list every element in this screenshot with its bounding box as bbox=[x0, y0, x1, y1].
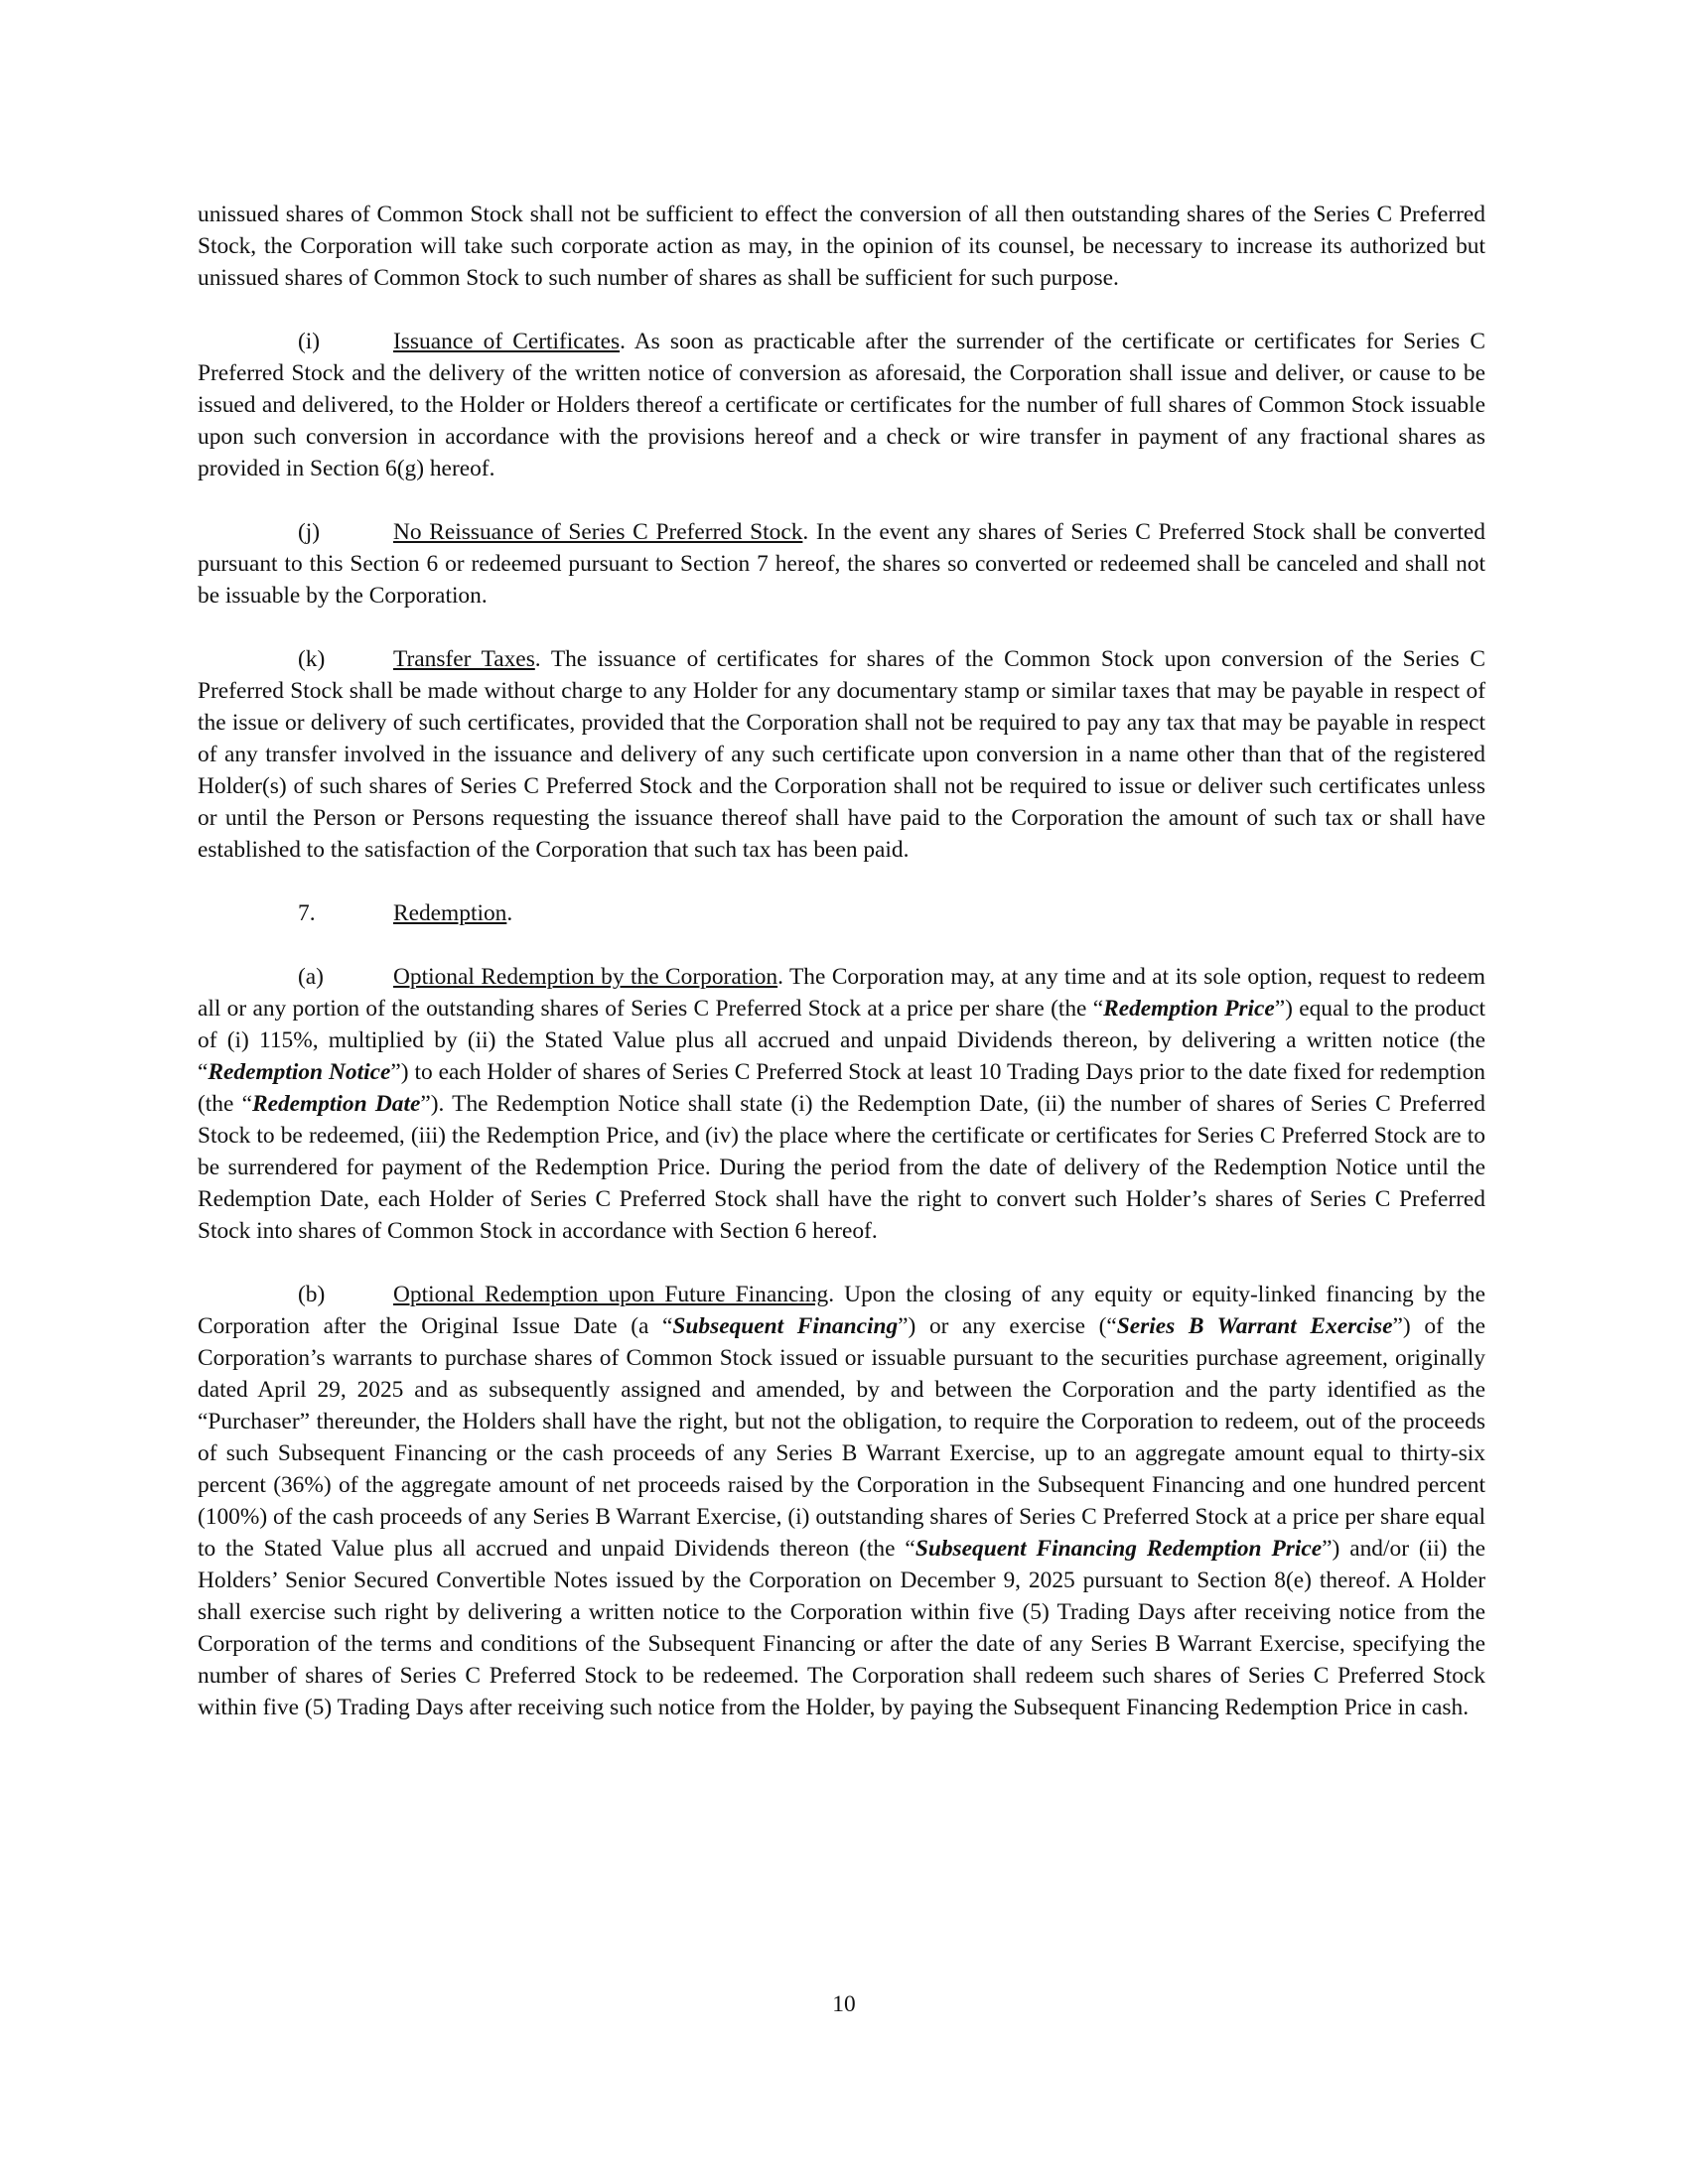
paragraph-6j bbox=[198, 516, 1485, 612]
defined-term: Series B Warrant Exercise bbox=[1116, 1313, 1393, 1339]
paragraph-text: unissued shares of Common Stock shall not be sufficient to effect the conversion of all then outstanding shares of the Series C Preferred Stock, the Corporation will take such corporate action as may, in the opinion of its counsel, be necessary to increase its authorized but unissued shares of Common Stock to such number of shares as shall be sufficient for such purpose. bbox=[198, 202, 1485, 291]
paragraph-label: (i) bbox=[298, 329, 321, 354]
section-7-heading bbox=[198, 897, 1485, 929]
paragraph-text: . The issuance of certificates for shares of the Common Stock upon conversion of the Series C Preferred Stock shall be made without charge to any Holder for any documentary stamp or similar taxes that may be payable in respect of the issue or delivery of such certificates, provided that the Corporation shall not be required to pay any tax that may be payable in respect of any transfer involved in the issuance and delivery of any such certificate upon conversion in a name other than that of the registered Holder(s) of such shares of Series C Preferred Stock and the Corporation shall not be required to issue or deliver such certificates unless or until the Person or Persons requesting the issuance thereof shall have paid to the Corporation the amount of such tax or shall have established to the satisfaction of the Corporation that such tax has been paid. bbox=[198, 646, 1485, 863]
paragraph-text: ”) equal to the product of (i) 115%, multiplied by (ii) the Stated Value plus all accrued and unpaid Dividends thereon, by delivering a written notice (the “ bbox=[198, 996, 1485, 1085]
defined-term: Subsequent Financing Redemption Price bbox=[914, 1536, 1323, 1562]
paragraph-heading: Optional Redemption upon Future Financing bbox=[393, 1282, 829, 1307]
section-title-period: . bbox=[506, 900, 513, 926]
paragraph-heading: No Reissuance of Series C Preferred Stock bbox=[393, 519, 803, 545]
section-number: 7. bbox=[298, 900, 316, 926]
paragraph-heading: Optional Redemption by the Corporation bbox=[393, 964, 778, 990]
paragraph-text: . In the event any shares of Series C Preferred Stock shall be converted pursuant to this Section 6 or redeemed pursuant to Section 7 hereof, the shares so converted or redeemed shall be canceled and shall not be issuable by the Corporation. bbox=[198, 519, 1485, 609]
paragraph-text: ”) to each Holder of shares of Series C Preferred Stock at least 10 Trading Days prior to the date fixed for redemption (the “ bbox=[198, 1059, 1485, 1117]
paragraph-text: . As soon as practicable after the surrender of the certificate or certificates for Series C Preferred Stock and the delivery of the written notice of conversion as aforesaid, the Corporation shall issue and deliver, or cause to be issued and delivered, to the Holder or Holders thereof a certificate or certificates for the number of full shares of Common Stock issuable upon such conversion in accordance with the provisions hereof and a check or wire transfer in payment of any fractional shares as provided in Section 6(g) hereof. bbox=[198, 329, 1485, 481]
paragraph-text: ”) of the Corporation’s warrants to purchase shares of Common Stock issued or issuable pursuant to the securities purchase agreement, originally dated April 29, 2025 and as subsequently assigned and amended, by and between the Corporation and the party identified as the “Purchaser” thereunder, the Holders shall have the right, but not the obligation, to require the Corporation to redeem, out of the proceeds of such Subsequent Financing or the cash proceeds of any Series B Warrant Exercise, up to an aggregate amount equal to thirty-six percent (36%) of the aggregate amount of net proceeds raised by the Corporation in the Subsequent Financing and one hundred percent (100%) of the cash proceeds of any Series B Warrant Exercise, (i) outstanding shares of Series C Preferred Stock at a price per share equal to the Stated Value plus all accrued and unpaid Dividends thereon (the “ bbox=[198, 1313, 1485, 1562]
paragraph-text: ”). The Redemption Notice shall state (i) the Redemption Date, (ii) the number of shares of Series C Preferred Stock to be redeemed, (iii) the Redemption Price, and (iv) the place where the certificate or certificates for Series C Preferred Stock are to be surrendered for payment of the Redemption Price. During the period from the date of delivery of the Redemption Notice until the Redemption Date, each Holder of Series C Preferred Stock shall have the right to convert such Holder’s shares of Series C Preferred Stock into shares of Common Stock in accordance with Section 6 hereof. bbox=[198, 1091, 1485, 1244]
document-page bbox=[198, 199, 1485, 1755]
paragraph-continued bbox=[198, 199, 1485, 294]
defined-term: Redemption Date bbox=[251, 1091, 421, 1117]
paragraph-label: (j) bbox=[298, 519, 321, 545]
paragraph-label: (b) bbox=[298, 1282, 326, 1307]
paragraph-text: . The Corporation may, at any time and at its sole option, request to redeem all or any portion of the outstanding shares of Series C Preferred Stock at a price per share (the “ bbox=[198, 964, 1485, 1022]
defined-term: Redemption Price bbox=[1103, 996, 1275, 1022]
paragraph-heading: Issuance of Certificates bbox=[393, 329, 621, 354]
paragraph-text: ”) and/or (ii) the Holders’ Senior Secured Convertible Notes issued by the Corporation on December 9, 2025 pursuant to Section 8(e) thereof. A Holder shall exercise such right by delivering a written notice to the Corporation within five (5) Trading Days after receiving notice from the Corporation of the terms and conditions of the Subsequent Financing or after the date of any Series B Warrant Exercise, specifying the number of shares of Series C Preferred Stock to be redeemed. The Corporation shall redeem such shares of Series C Preferred Stock within five (5) Trading Days after receiving such notice from the Holder, by paying the Subsequent Financing Redemption Price in cash. bbox=[198, 1536, 1486, 1720]
paragraph-6k bbox=[198, 643, 1485, 866]
paragraph-6i bbox=[198, 326, 1485, 484]
defined-term: Subsequent Financing bbox=[672, 1313, 899, 1339]
paragraph-text: ”) or any exercise (“ bbox=[898, 1313, 1117, 1339]
paragraph-label: (a) bbox=[298, 964, 324, 990]
section-title: Redemption bbox=[393, 900, 507, 926]
defined-term: Redemption Notice bbox=[208, 1059, 391, 1085]
paragraph-heading: Transfer Taxes bbox=[393, 646, 535, 672]
page-number: 10 bbox=[832, 1991, 856, 2017]
paragraph-7a bbox=[198, 961, 1485, 1247]
paragraph-7b bbox=[198, 1279, 1485, 1723]
paragraph-label: (k) bbox=[298, 646, 326, 672]
paragraph-text: . Upon the closing of any equity or equity-linked financing by the Corporation after the Original Issue Date (a “ bbox=[198, 1282, 1485, 1339]
